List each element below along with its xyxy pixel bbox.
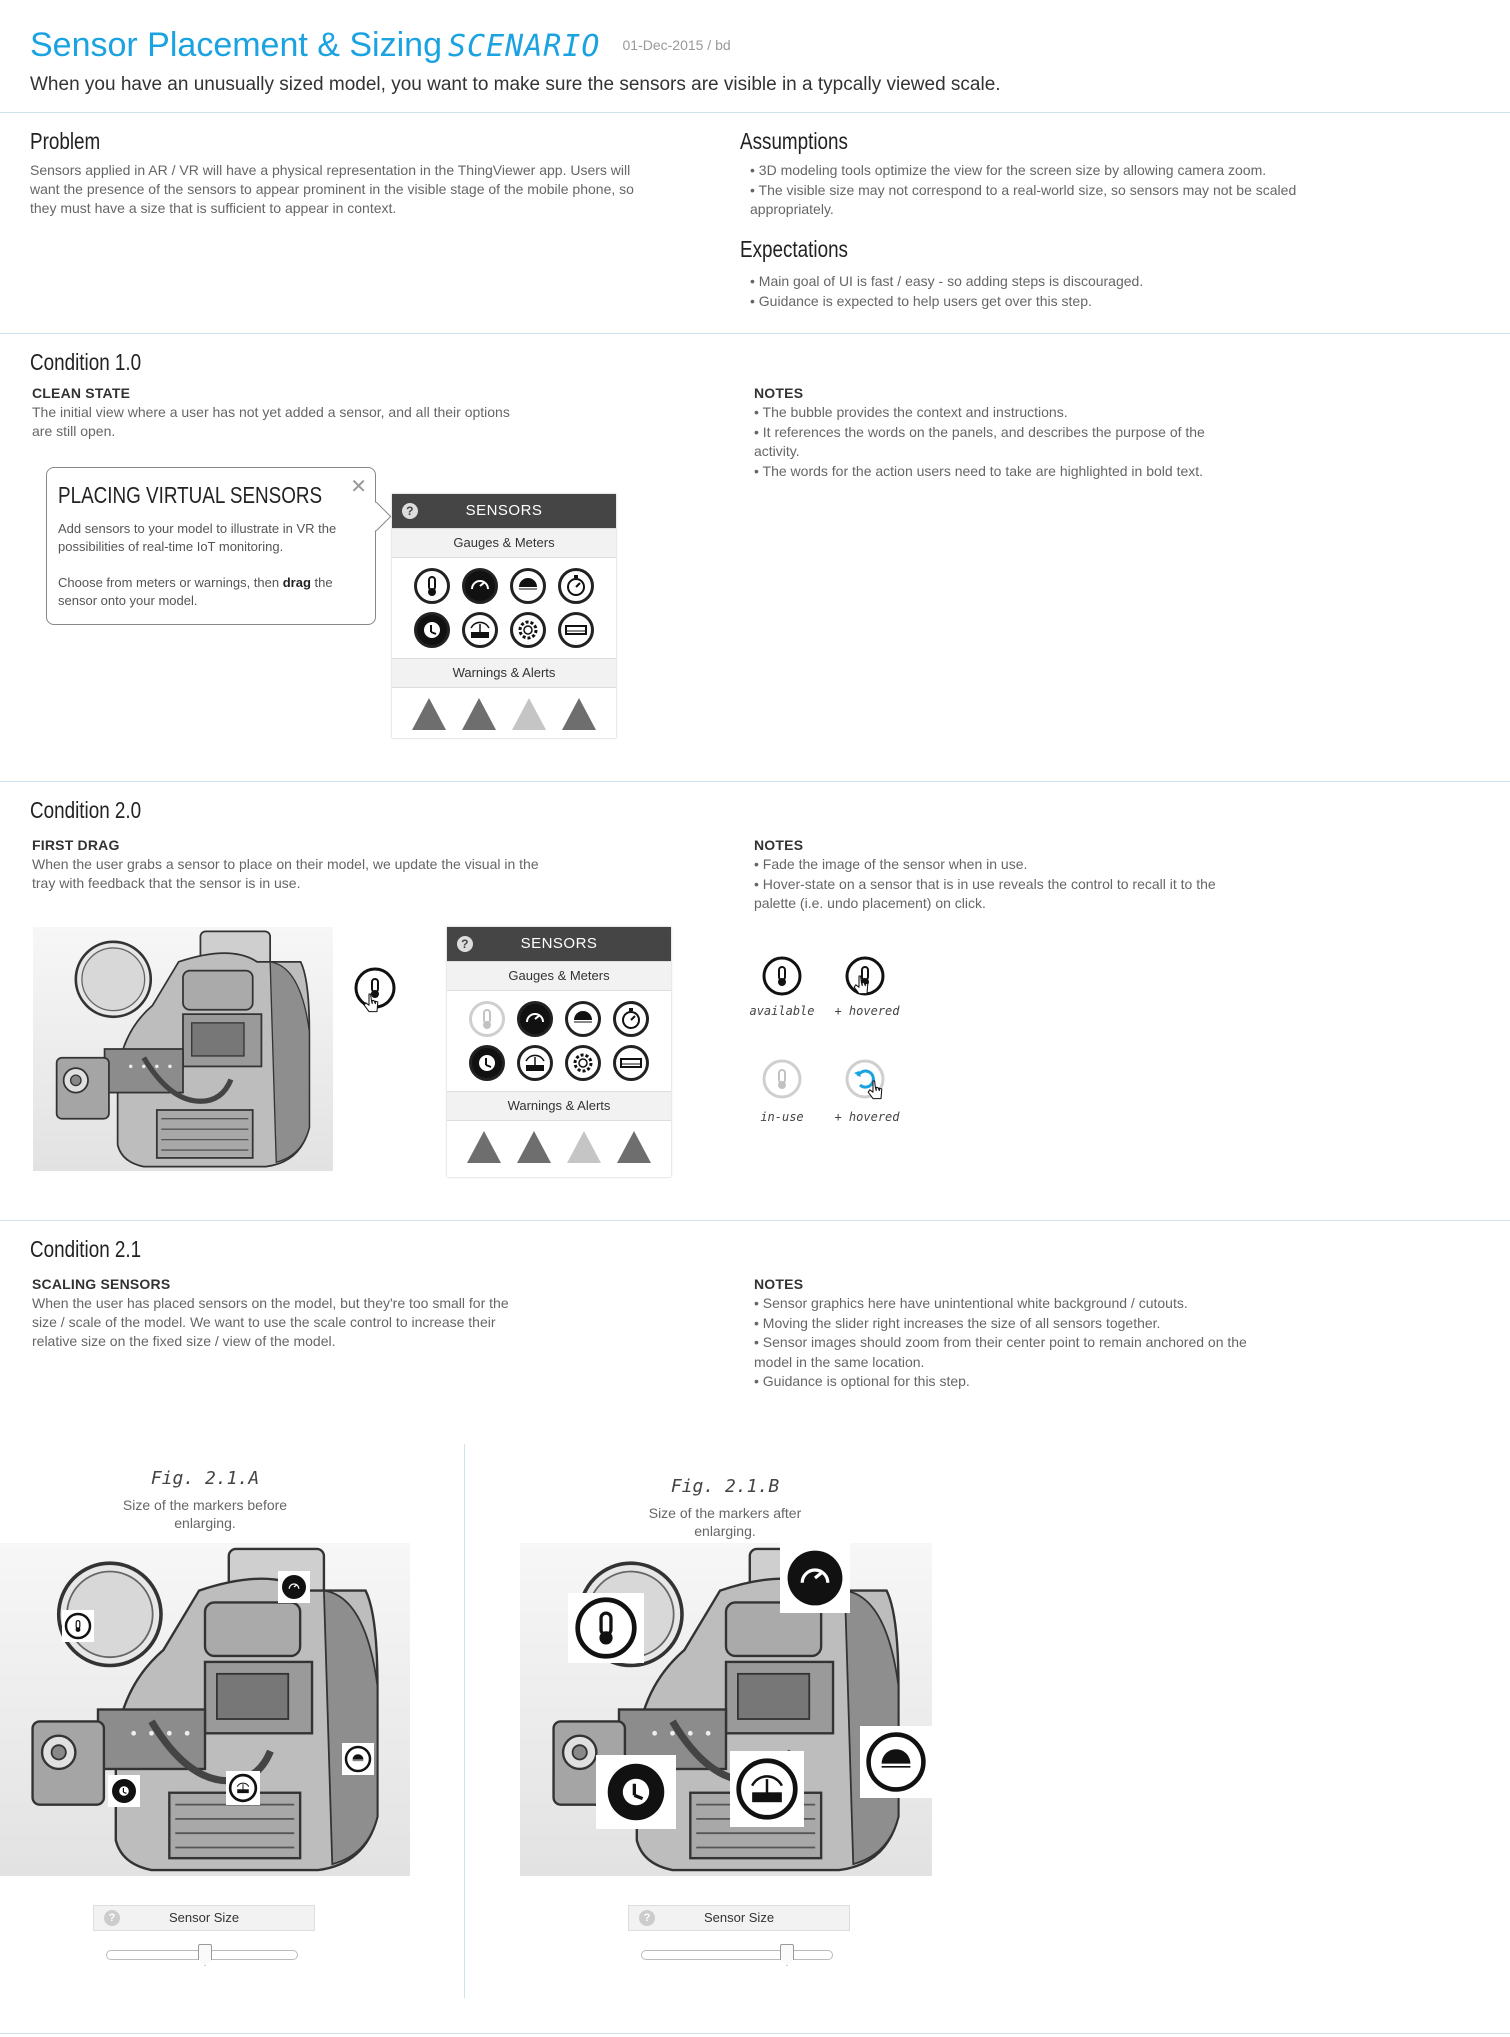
gear-icon[interactable]: [565, 1045, 601, 1081]
list-item: • 3D modeling tools optimize the view for the screen size by allowing camera zoom.: [750, 162, 1267, 178]
gear-icon[interactable]: [510, 612, 546, 648]
state-available-icon: [762, 956, 802, 1001]
condition1-heading: Condition 1.0: [30, 349, 142, 375]
engine-model-before: [0, 1543, 410, 1876]
close-icon[interactable]: ✕: [350, 476, 367, 498]
panel-title: SENSORS: [520, 935, 598, 952]
stopwatch-icon[interactable]: [558, 568, 594, 604]
bubble-arrow: [362, 502, 392, 532]
condition2-notes: [754, 855, 1244, 914]
sensor-marker[interactable]: [730, 1751, 804, 1827]
panel-title: SENSORS: [465, 502, 543, 519]
state-in-use-icon: [762, 1059, 802, 1104]
state-label: + hovered: [834, 1110, 900, 1124]
gauges-grid: [392, 558, 616, 658]
condition2-label: FIRST DRAG: [32, 837, 120, 853]
warning-icon[interactable]: [512, 698, 546, 730]
warning-icon[interactable]: [462, 698, 496, 730]
list-item: • Guidance is optional for this step.: [754, 1373, 970, 1389]
list-item: • Sensor graphics here have unintentional white background / cutouts.: [754, 1295, 1188, 1311]
dial-gauge-icon[interactable]: [517, 1001, 553, 1037]
divider: [0, 1220, 1510, 1221]
state-label: in-use: [760, 1110, 804, 1124]
help-icon[interactable]: ?: [104, 1910, 120, 1926]
warning-icon[interactable]: [567, 1131, 601, 1163]
list-item: • Moving the slider right increases the size of all sensors together.: [754, 1314, 1161, 1331]
gauges-grid: [447, 991, 671, 1091]
figure-a-caption: Size of the markers before enlarging.: [122, 1497, 288, 1531]
column-divider: [464, 1444, 465, 1998]
condition1-text: The initial view where a user has not yet added a sensor, and all their options are still open.: [32, 404, 510, 439]
expectations-list: [750, 272, 1310, 311]
figure-a-title: Fig. 2.1.A: [150, 1468, 260, 1489]
panel-header: [392, 494, 616, 528]
condition21-label: SCALING SENSORS: [32, 1276, 171, 1292]
clock-icon[interactable]: [469, 1045, 505, 1081]
divider: [0, 333, 1510, 334]
divider: [0, 2033, 1510, 2034]
list-item: • The words for the action users need to take are highlighted in bold text.: [754, 462, 1204, 479]
figure-b-title: Fig. 2.1.B: [670, 1476, 780, 1497]
stopwatch-icon[interactable]: [613, 1001, 649, 1037]
condition1-notes-label: NOTES: [754, 385, 804, 401]
page-subtitle: When you have an unusually sized model, you want to make sure the sensors are visible in a typcally viewed scale.: [30, 74, 1001, 95]
guidance-bubble: [46, 467, 376, 625]
sensor-marker[interactable]: [860, 1726, 932, 1798]
state-label: + hovered: [834, 1004, 900, 1018]
state-undo-hovered-icon: [845, 1059, 893, 1112]
sensor-marker[interactable]: [62, 1610, 94, 1642]
sensor-marker[interactable]: [596, 1755, 676, 1829]
sensor-size-label: Sensor Size: [703, 1910, 775, 1925]
bubble-line2-post: the sensor onto your model.: [58, 575, 333, 608]
bubble-line2: [58, 574, 358, 610]
sensor-size-slider[interactable]: [106, 1950, 298, 1960]
problem-heading: Problem: [30, 128, 101, 154]
thermometer-gauge-icon[interactable]: [469, 1001, 505, 1037]
figure-b-caption: Size of the markers after enlarging.: [648, 1505, 802, 1539]
warning-icon[interactable]: [517, 1131, 551, 1163]
warning-icon[interactable]: [412, 698, 446, 730]
list-item: • It references the words on the panels, and describes the purpose of the activity.: [754, 423, 1205, 459]
sensors-panel: [392, 494, 616, 738]
condition21-notes-label: NOTES: [754, 1276, 804, 1292]
state-label: available: [749, 1004, 815, 1018]
help-icon[interactable]: ?: [639, 1910, 655, 1926]
condition2-notes-label: NOTES: [754, 837, 804, 853]
ruler-icon[interactable]: [613, 1045, 649, 1081]
page-title: [30, 26, 731, 65]
divider: [0, 112, 1510, 113]
warnings-row: [392, 688, 616, 730]
slider-thumb[interactable]: [780, 1944, 794, 1966]
assumptions-heading: Assumptions: [740, 128, 848, 154]
vu-meter-icon[interactable]: [517, 1045, 553, 1081]
warnings-section-label: Warnings & Alerts: [447, 1091, 671, 1121]
bubble-line2-pre: Choose from meters or warnings, then: [58, 575, 283, 590]
problem-text: Sensors applied in AR / VR will have a physical representation in the ThingViewer app. Users will want the presence of the sensors to appear prominent in the visible stage of the mobile phone, so they must have a size that is sufficient to appear in context.: [30, 162, 634, 216]
condition2-text: When the user grabs a sensor to place on their model, we update the visual in the tray with feedback that the sensor is in use.: [32, 856, 539, 891]
title-text: Sensor Placement & Sizing: [30, 26, 442, 64]
warnings-row: [447, 1121, 671, 1163]
warning-icon[interactable]: [562, 698, 596, 730]
list-item: • Hover-state on a sensor that is in use reveals the control to recall it to the palette (i.e. undo placement) on click.: [754, 875, 1216, 911]
thermometer-gauge-icon[interactable]: [414, 568, 450, 604]
sensor-marker[interactable]: [342, 1743, 374, 1775]
half-gauge-icon[interactable]: [565, 1001, 601, 1037]
sensor-size-label: Sensor Size: [168, 1910, 240, 1925]
bubble-title: PLACING VIRTUAL SENSORS: [58, 482, 323, 508]
list-item: • Guidance is expected to help users get over this step.: [750, 292, 1092, 309]
sensor-size-slider[interactable]: [641, 1950, 833, 1960]
help-icon[interactable]: ?: [457, 936, 473, 952]
engine-model-after: [520, 1543, 932, 1876]
condition1-notes: [754, 403, 1234, 481]
sensor-marker[interactable]: [108, 1775, 140, 1807]
sensor-marker[interactable]: [780, 1543, 850, 1613]
warnings-section-label: Warnings & Alerts: [392, 658, 616, 688]
half-gauge-icon[interactable]: [510, 568, 546, 604]
bubble-line1: Add sensors to your model to illustrate in VR the possibilities of real-time IoT monitoring.: [58, 521, 337, 554]
dragged-sensor[interactable]: [352, 966, 398, 1021]
expectations-heading: Expectations: [740, 236, 848, 262]
state-hovered-icon: [845, 956, 889, 1005]
condition21-text: When the user has placed sensors on the model, but they're too small for the size / scale of the model. We want to use the scale control to increase their relative size on the fixed size / view of the model.: [32, 1295, 509, 1349]
date-label: 01-Dec-2015 / bd: [622, 37, 731, 53]
sensor-marker[interactable]: [226, 1771, 260, 1805]
engine-model-image: [33, 927, 333, 1171]
condition2-heading: Condition 2.0: [30, 797, 142, 823]
list-item: • Main goal of UI is fast / easy - so adding steps is discouraged.: [750, 273, 1144, 289]
condition1-label: CLEAN STATE: [32, 385, 131, 401]
divider: [0, 781, 1510, 782]
dial-gauge-icon[interactable]: [462, 568, 498, 604]
condition21-notes: [754, 1294, 1254, 1392]
sensor-size-control: [93, 1905, 315, 1931]
clock-icon[interactable]: [414, 612, 450, 648]
condition21-heading: Condition 2.1: [30, 1236, 142, 1262]
slider-thumb[interactable]: [198, 1944, 212, 1966]
panel-header: [447, 927, 671, 961]
gauges-section-label: Gauges & Meters: [392, 528, 616, 558]
gauges-section-label: Gauges & Meters: [447, 961, 671, 991]
help-icon[interactable]: ?: [402, 503, 418, 519]
warning-icon[interactable]: [617, 1131, 651, 1163]
assumptions-list: [750, 161, 1310, 220]
list-item: • The bubble provides the context and instructions.: [754, 404, 1068, 420]
sensor-size-control: [628, 1905, 850, 1931]
sensors-panel: [447, 927, 671, 1177]
bubble-line2-bold: drag: [282, 575, 311, 590]
list-item: • Sensor images should zoom from their center point to remain anchored on the model in the same location.: [754, 1334, 1247, 1370]
list-item: • The visible size may not correspond to a real-world size, so sensors may not be scaled appropriately.: [750, 181, 1297, 217]
vu-meter-icon[interactable]: [462, 612, 498, 648]
scenario-label: SCENARIO: [447, 29, 601, 64]
warning-icon[interactable]: [467, 1131, 501, 1163]
sensor-marker[interactable]: [278, 1571, 310, 1603]
list-item: • Fade the image of the sensor when in use.: [754, 856, 1028, 872]
bubble-body: [58, 520, 358, 610]
sensor-marker[interactable]: [568, 1593, 644, 1663]
ruler-icon[interactable]: [558, 612, 594, 648]
